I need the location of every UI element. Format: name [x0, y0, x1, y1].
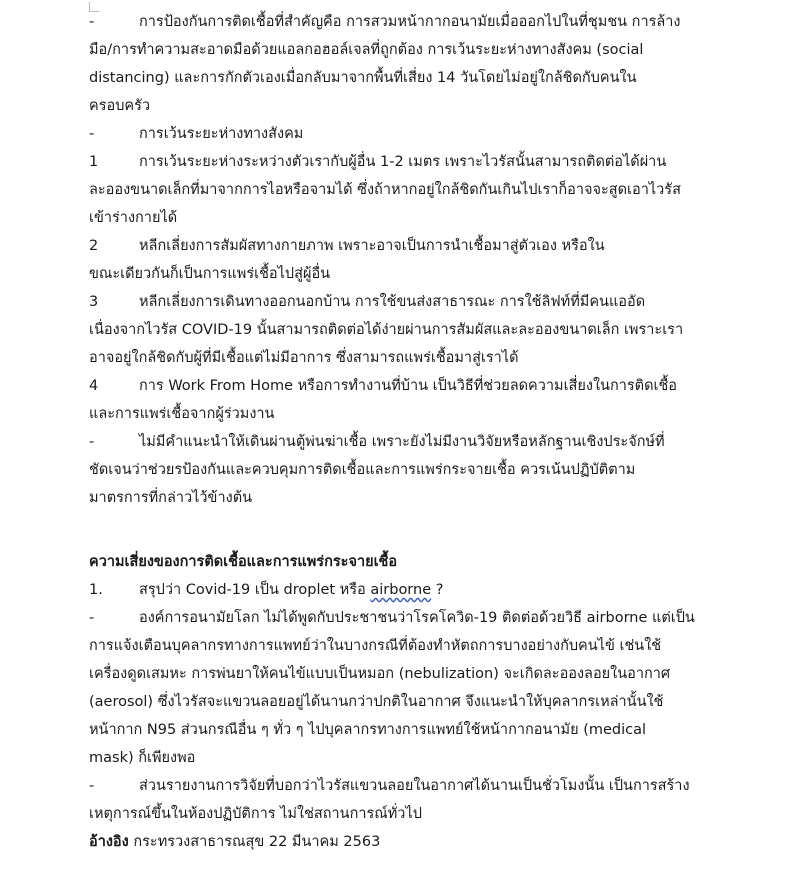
reference-label: อ้างอิง — [89, 834, 129, 850]
text-line: เนื่องจากไวรัส COVID-19 นั้นสามารถติดต่อได้ง่ายผ่านการสัมผัสและละอองขนาดเล็ก เพราะเรา — [89, 322, 684, 338]
text-line: ขณะเดียวกันก็เป็นการแพร่เชื้อไปสู่ผู้อื่น — [89, 266, 331, 282]
bullet-marker: - — [89, 434, 95, 450]
question-text-end: ? — [431, 582, 444, 598]
spray-note-paragraph — [89, 428, 779, 512]
lab-paragraph — [89, 772, 779, 828]
text-line: หน้ากาก N95 ส่วนกรณีอื่น ๆ ทั่ว ๆ ไปบุคลากรทางการแพทย์ใช้หน้ากากอนามัย (medical — [89, 722, 647, 738]
text-line: และการแพร่เชื้อจากผู้ร่วมงาน — [89, 406, 275, 422]
text-line: ครอบครัว — [89, 98, 151, 114]
section-heading: ความเสี่ยงของการติดเชื้อและการแพร่กระจายเชื้อ — [89, 554, 398, 570]
item-number: 1. — [89, 582, 103, 598]
item-number: 2 — [89, 238, 99, 254]
distancing-item-3 — [89, 288, 779, 372]
bullet-marker: - — [89, 778, 95, 794]
text-line: ชัดเจนว่าช่วยรป้องกันและควบคุมการติดเชื้อและการแพร่กระจายเชื้อ ควรเน้นปฏิบัติตาม — [89, 462, 636, 478]
reference-line — [89, 828, 779, 856]
item-number: 3 — [89, 294, 99, 310]
text-line: การเว้นระยะห่างทางสังคม — [139, 126, 304, 142]
distancing-item-1 — [89, 148, 779, 232]
text-line: ส่วนรายงานการวิจัยที่บอกว่าไวรัสแขวนลอยในอากาศได้นานเป็นชั่วโมงนั้น เป็นการสร้าง — [139, 778, 690, 794]
risk-section-heading — [89, 548, 779, 576]
text-line: หลีกเลี่ยงการเดินทางออกนอกบ้าน การใช้ขนส่งสาธารณะ การใช้ลิฟท์ที่มีคนแออัด — [139, 294, 646, 310]
text-line: อาจอยู่ใกล้ชิดกับผู้ที่มีเชื้อแต่ไม่มีอาการ ซึ่งสามารถแพร่เชื้อมาสู่เราได้ — [89, 350, 519, 366]
text-line: การเว้นระยะห่างระหว่างตัวเรากับผู้อื่น 1-2 เมตร เพราะไวรัสนั้นสามารถติดต่อได้ผ่าน — [139, 154, 667, 170]
text-line: mask) ก็เพียงพอ — [89, 750, 196, 766]
text-line: เครื่องดูดเสมหะ การพ่นยาให้คนไข้แบบเป็นหมอก (nebulization) จะเกิดละอองลอยในอากาศ — [89, 666, 671, 682]
text-line: การ Work From Home หรือการทำงานที่บ้าน เป็นวิธีที่ช่วยลดความเสี่ยงในการติดเชื้อ — [139, 378, 678, 394]
text-line: มือ/การทำความสะอาดมือด้วยแอลกอฮอล์เจลที่ถูกต้อง การเว้นระยะห่างทางสังคม (social — [89, 42, 644, 58]
text-line: หลีกเลี่ยงการสัมผัสทางกายภาพ เพราะอาจเป็นการนำเชื้อมาสู่ตัวเอง หรือใน — [139, 238, 605, 254]
text-line: มาตรการที่กล่าวไว้ข้างต้น — [89, 490, 253, 506]
question-text: สรุปว่า Covid-19 เป็น droplet หรือ — [139, 582, 371, 598]
item-number: 4 — [89, 378, 99, 394]
text-line: การแจ้งเตือนบุคลากรทางการแพทย์ว่าในบางกรณีที่ต้องทำหัตถการบางอย่างกับคนไข้ เช่นใช้ — [89, 638, 662, 654]
spellcheck-flagged-word: airborne — [370, 582, 432, 598]
text-line: (aerosol) ซึ่งไวรัสจะแขวนลอยอยู่ได้นานกว่าปกติในอากาศ จึงแนะนำให้บุคลากรเหล่านั้นใช้ — [89, 694, 664, 710]
risk-question-1 — [89, 576, 779, 604]
item-number: 1 — [89, 154, 99, 170]
bullet-marker: - — [89, 126, 95, 142]
text-line: ละอองขนาดเล็กที่มาจากการไอหรือจามได้ ซึ่งถ้าหากอยู่ใกล้ชิดกันเกินไปเราก็อาจจะสูดเอาไวรัส — [89, 182, 681, 198]
bullet-marker: - — [89, 14, 95, 30]
distancing-heading — [89, 120, 779, 148]
text-line: เหตุการณ์ขึ้นในห้องปฏิบัติการ ไม่ใช่สถานการณ์ทั่วไป — [89, 806, 422, 822]
text-line: เข้าร่างกายได้ — [89, 210, 178, 226]
text-line: องค์การอนามัยโลก ไม่ได้พูดกับประชาชนว่าโรคโควิด-19 ติดต่อด้วยวิธี airborne แต่เป็น — [139, 610, 695, 626]
bullet-marker: - — [89, 610, 95, 626]
text-line: การป้องกันการติดเชื้อที่สำคัญคือ การสวมหน้ากากอนามัยเมื่อออกไปในที่ชุมชน การล้าง — [139, 14, 681, 30]
distancing-item-4 — [89, 372, 779, 428]
text-line: distancing) และการกักตัวเองเมื่อกลับมาจากพื้นที่เสี่ยง 14 วันโดยไม่อยู่ใกล้ชิดกับคนใน — [89, 70, 637, 86]
intro-paragraph — [89, 8, 779, 120]
who-paragraph — [89, 604, 779, 772]
text-line: ไม่มีคำแนะนำให้เดินผ่านตู้พ่นฆ่าเชื้อ เพราะยังไม่มีงานวิจัยหรือหลักฐานเชิงประจักษ์ที่ — [139, 434, 665, 450]
reference-text: กระทรวงสาธารณสุข 22 มีนาคม 2563 — [128, 834, 381, 850]
distancing-item-2 — [89, 232, 779, 288]
